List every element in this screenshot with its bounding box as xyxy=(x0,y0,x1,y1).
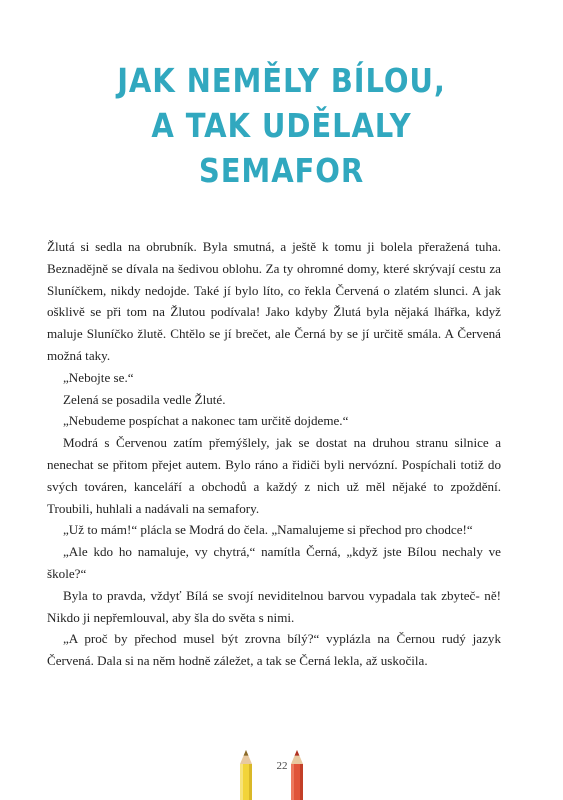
paragraph-1: Žlutá si sedla na obrubník. Byla smutná, a ještě k tomu ji bolela přeražená tuha. Beznadějně se dívala na šedivou oblohu. Za ty ohromné domy, které skrývají cestu za Sluníčkem, nikdy nedojde. Také jí bylo líto, co řekla Červená o zlatém slunci. A jak ošklivě se při tom na Žlutou podívala! Jako kdyby Žlutá byla nějaká lhářka, když maluje Sluníčko žlutě. Chtělo se jí brečet, ale Černá by se jí určitě smála. A Červená možná taky. xyxy=(47,239,501,363)
chapter-title-line-1: JAK NEMĚLY BÍLOU, xyxy=(117,61,446,100)
paragraph-6: „Už to mám!“ plácla se Modrá do čela. „Namalujeme si přechod pro chodce!“ xyxy=(63,522,473,538)
page-footer xyxy=(0,748,563,800)
chapter-body xyxy=(47,236,501,672)
yellow-pencil-icon xyxy=(236,748,256,800)
paragraph-2: „Nebojte se.“ xyxy=(63,369,134,385)
paragraph-4: „Nebudeme pospíchat a nakonec tam určitě dojdeme.“ xyxy=(63,413,349,429)
paragraph-7: „Ale kdo ho namaluje, vy chytrá,“ namítla Černá, „když jste Bílou nechaly ve škole?“ xyxy=(47,544,501,581)
chapter-title-line-3: SEMAFOR xyxy=(198,151,365,190)
chapter-title-line-2: A TAK UDĚLALY xyxy=(151,106,412,145)
red-pencil-icon xyxy=(287,748,307,800)
paragraph-3: Zelená se posadila vedle Žluté. xyxy=(63,391,226,407)
chapter-title xyxy=(87,58,477,193)
paragraph-9: „A proč by přechod musel být zrovna bílý?“ vyplázla na Černou rudý jazyk Červená. Dala si na něm hodně záležet, a tak se Černá lekla, až uskočila. xyxy=(47,631,501,669)
paragraph-8: Byla to pravda, vždyť Bílá se svojí neviditelnou barvou vypadala tak zbyteč- ně! Nikdo ji nepřemlouval, aby šla do světa s nimi. xyxy=(47,587,501,625)
page-number: 22 xyxy=(276,760,288,772)
paragraph-5: Modrá s Červenou zatím přemýšlely, jak se dostat na druhou stranu silnice a nenechat se přitom přejet autem. Bylo ráno a řidiči byli nervózní. Pospíchali totiž do svých továren, kanceláří a obchodů a každý z nich už měl nějaké to zpoždění. Troubili, huhlali a nadávali na semafory. xyxy=(47,435,501,516)
